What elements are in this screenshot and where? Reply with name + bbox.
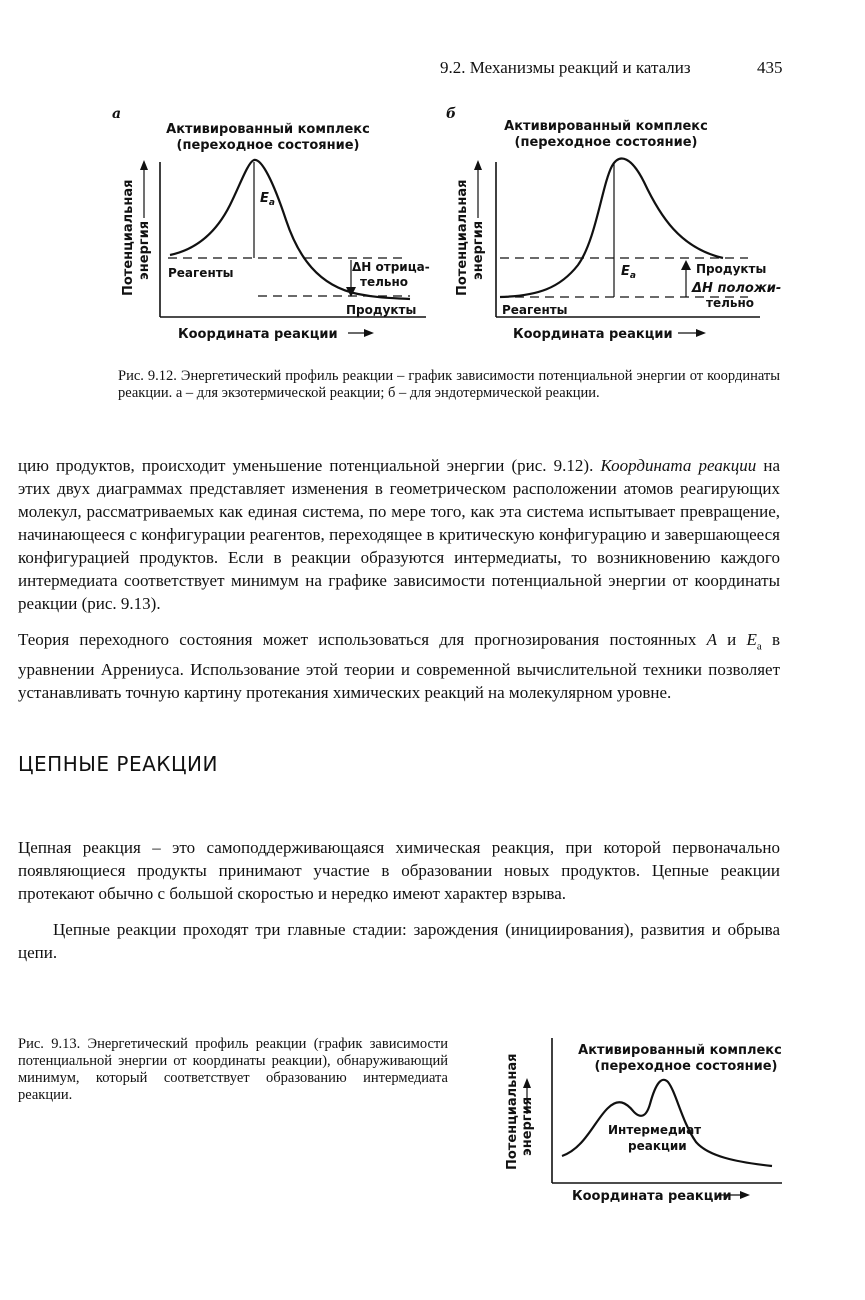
running-header: 9.2. Механизмы реакций и катализ [440,58,691,77]
panel-a-dh-line1: ΔH отрица- [352,260,430,274]
panel-b-ylabel-line1: Потенциальная [455,179,470,296]
para2-text-a: Теория переходного состояния может использоваться для прогнозирования постоянных [18,630,707,649]
panel-b-dh-line2: тельно [706,296,755,310]
paragraph-reaction-coordinate [18,454,780,615]
figure-9-12 [108,100,788,350]
fig913-xlabel: Координата реакции [572,1189,732,1204]
panel-b-ea: $E_a$ [621,264,636,281]
panel-a [112,106,430,342]
panel-a-letter: а [112,106,122,122]
para1-text-b: на этих двух диаграммах представляет изменения в геометрическом расположении атомов реагирующих молекул, рассматриваемых как единая система, по мере того, как эта система испытывает превращение, начинающееся с конфигурации реагентов, переходящее в критическую конфигурацию и завершающееся конфигурацией продуктов. Если в реакции образуются интермедиаты, то возникновению каждого интермедиата соответствует минимум на графике зависимости потенциальной энергии от координаты реакции (рис. 9.13). [18,456,780,613]
para1-text-a: цию продуктов, происходит уменьшение потенциальной энергии (рис. 9.12). [18,456,601,475]
paragraph-chain-definition: Цепная реакция – это самоподдерживающаяся химическая реакция, при которой первоначально появляющиеся продукты принимают участие в образовании новых продуктов. Цепные реакции протекают обычно с большой скоростью и нередко имеют характер взрыва. [18,838,780,903]
fig913-intermediate-line1: Интермедиат [608,1123,702,1137]
fig913-ylabel-line1: Потенциальная [505,1053,520,1170]
figure-9-12-caption: Рис. 9.12. Энергетический профиль реакции – график зависимости потенциальной энергии от координаты реакции. а – для экзотермической реакции; б – для эндотермической реакции. [118,368,780,401]
panel-b-products: Продукты [696,262,767,276]
panel-b-dh-head [681,260,691,270]
panel-b-dh-line1: ΔH положи- [692,281,782,296]
panel-a-yarrow-head [140,160,148,170]
section-heading: ЦЕПНЫЕ РЕАКЦИИ [18,752,218,776]
panel-a-xlabel: Координата реакции [178,327,338,342]
panel-a-products: Продукты [346,303,417,317]
panel-b-title-line2: (переходное состояние) [514,135,698,150]
para2-E: E [746,630,757,649]
panel-a-title-line2: (переходное состояние) [176,138,360,153]
fig913-yarrow-head [523,1078,531,1088]
fig913-ylabel-line2: энергия [520,1096,535,1156]
panel-a-ylabel-line1: Потенциальная [121,179,136,296]
panel-b-energy-curve [500,159,723,297]
page-number: 435 [757,58,783,77]
panel-b-title-line1: Активированный комплекс [504,119,708,134]
panel-b-reactants: Реагенты [502,303,568,317]
paragraph-chain-stages: Цепные реакции проходят три главные стадии: зарождения (инициирования), развития и обрыва цепи. [18,920,780,962]
panel-a-reactants: Реагенты [168,266,234,280]
fig913-title-line2: (переходное состояние) [594,1059,778,1074]
panel-a-ylabel-line2: энергия [137,220,152,280]
fig913-xarrow-head [740,1191,750,1199]
para2-A: A [706,630,717,649]
panel-a-dh-line2: тельно [360,275,409,289]
figure-9-13 [490,1030,790,1210]
panel-b-xlabel: Координата реакции [513,327,673,342]
figure-9-13-caption: Рис. 9.13. Энергетический профиль реакции (график зависимости потенциальной энергии от координаты реакции), обнаруживающий минимум, который соответствует образованию интермедиата реакции. [18,1036,448,1103]
paragraph-transition-state [18,628,780,704]
panel-b-ylabel-line2: энергия [471,220,486,280]
para2-text-b: в уравнении Аррениуса. Использование этой теории и современной вычислительной техники позволяет устанавливать точную картину протекания химических реакций на молекулярном уровне. [18,630,780,703]
para2-E-sub: a [756,640,762,653]
panel-b-letter: б [446,106,457,122]
panel-a-title-line1: Активированный комплекс [166,122,370,137]
para2-mid: и [716,630,747,649]
panel-b-xarrow-head [696,329,706,337]
fig913-title-line1: Активированный комплекс [578,1043,782,1058]
panel-b-yarrow-head [474,160,482,170]
para1-term: Координата реакции [600,456,757,475]
panel-a-xarrow-head [364,329,374,337]
panel-b [446,106,781,342]
fig913-intermediate-line2: реакции [628,1139,687,1153]
panel-a-ea: $E_a$ [260,191,275,208]
